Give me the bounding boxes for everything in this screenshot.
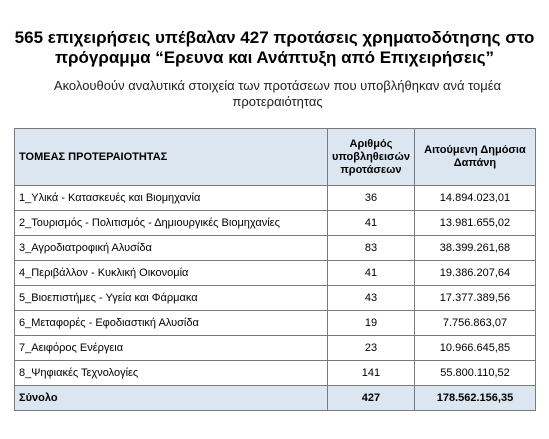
amount-cell: 13.981.655,02 bbox=[414, 211, 535, 236]
sector-cell: 2_Τουρισμός - Πολιτισμός - Δημιουργικές Βιομηχανίες bbox=[15, 211, 328, 236]
sector-cell: 3_Αγροδιατροφική Αλυσίδα bbox=[15, 236, 328, 261]
table-header bbox=[15, 129, 536, 186]
table-body bbox=[15, 186, 536, 386]
total-label: Σύνολο bbox=[15, 386, 328, 411]
amount-cell: 17.377.389,56 bbox=[414, 286, 535, 311]
amount-cell: 19.386.207,64 bbox=[414, 261, 535, 286]
amount-cell: 38.399.261,68 bbox=[414, 236, 535, 261]
header-row bbox=[15, 129, 536, 186]
table-row bbox=[15, 336, 536, 361]
table-row bbox=[15, 361, 536, 386]
sector-cell: 8_Ψηφιακές Τεχνολογίες bbox=[15, 361, 328, 386]
total-count: 427 bbox=[328, 386, 415, 411]
page-title bbox=[0, 28, 549, 68]
proposals-table bbox=[14, 128, 536, 411]
amount-cell: 14.894.023,01 bbox=[414, 186, 535, 211]
sector-cell: 1_Υλικά - Κατασκευές και Βιομηχανία bbox=[15, 186, 328, 211]
title-line-2: πρόγραμμα “Ερευνα και Ανάπτυξη από Επιχειρήσεις” bbox=[54, 48, 495, 67]
table-row bbox=[15, 186, 536, 211]
total-row bbox=[15, 386, 536, 411]
page-subtitle: Ακολουθούν αναλυτικά στοιχεία των προτάσεων που υποβλήθηκαν ανά τομέα προτεραιότητας bbox=[53, 78, 502, 109]
count-cell: 23 bbox=[328, 336, 415, 361]
count-cell: 41 bbox=[328, 261, 415, 286]
count-cell: 19 bbox=[328, 311, 415, 336]
column-header-count: Αριθμός υποβληθεισών προτάσεων bbox=[328, 129, 415, 186]
title-line-1: 565 επιχειρήσεις υπέβαλαν 427 προτάσεις χρηματοδότησης στο bbox=[14, 28, 535, 47]
table-footer bbox=[15, 386, 536, 411]
table-row bbox=[15, 311, 536, 336]
sector-cell: 4_Περιβάλλον - Κυκλική Οικονομία bbox=[15, 261, 328, 286]
amount-cell: 55.800.110,52 bbox=[414, 361, 535, 386]
sector-cell: 7_Αειφόρος Ενέργεια bbox=[15, 336, 328, 361]
total-amount: 178.562.156,35 bbox=[414, 386, 535, 411]
amount-cell: 7.756.863,07 bbox=[414, 311, 535, 336]
count-cell: 83 bbox=[328, 236, 415, 261]
table-row bbox=[15, 211, 536, 236]
count-cell: 36 bbox=[328, 186, 415, 211]
sector-cell: 5_Βιοεπιστήμες - Υγεία και Φάρμακα bbox=[15, 286, 328, 311]
table-row bbox=[15, 261, 536, 286]
column-header-sector: ΤΟΜΕΑΣ ΠΡΟΤΕΡΑΙΟΤΗΤΑΣ bbox=[15, 129, 328, 186]
table-row bbox=[15, 236, 536, 261]
column-header-amount: Αιτούμενη Δημόσια Δαπάνη bbox=[414, 129, 535, 186]
sector-cell: 6_Μεταφορές - Εφοδιαστική Αλυσίδα bbox=[15, 311, 328, 336]
table-row bbox=[15, 286, 536, 311]
amount-cell: 10.966.645,85 bbox=[414, 336, 535, 361]
count-cell: 43 bbox=[328, 286, 415, 311]
count-cell: 141 bbox=[328, 361, 415, 386]
count-cell: 41 bbox=[328, 211, 415, 236]
